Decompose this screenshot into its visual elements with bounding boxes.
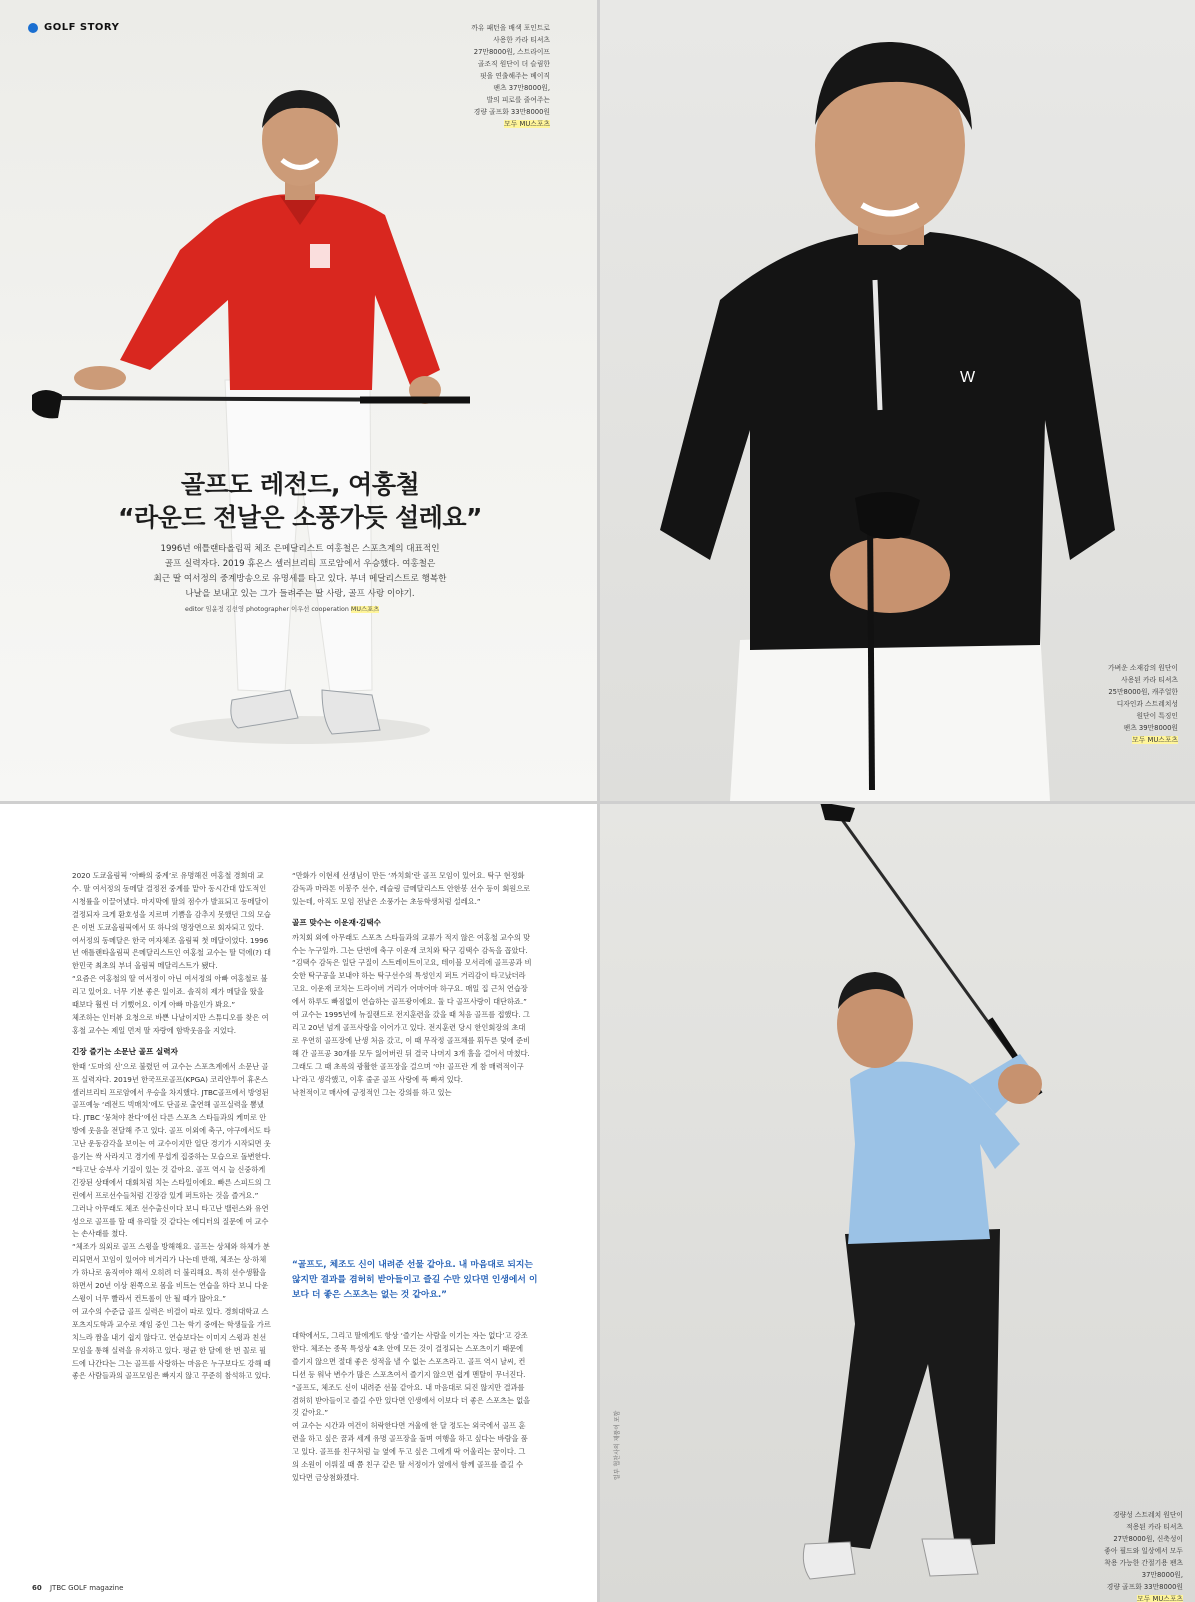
article-column-2b	[292, 1330, 532, 1485]
caption-line: 경량성 스트레치 원단이	[1113, 1511, 1183, 1519]
caption-brand: 모두 MU스포츠	[504, 120, 550, 128]
lead-line: 최근 딸 여서정의 중계방송으로 유명세를 타고 있다. 부녀 메달리스트로 행복한	[153, 574, 447, 584]
section-label-text: GOLF STORY	[44, 22, 120, 33]
caption-line: 가벼운 소재감의 원단이	[1108, 664, 1178, 672]
caption-brand: 모두 MU스포츠	[1132, 736, 1178, 744]
spread-page-1	[0, 0, 597, 801]
body-paragraph: 2020 도쿄올림픽 ‘아빠의 중계’로 유명해진 여홍철 경희대 교수. 딸 여서정의 동메달 결정전 중계를 맡아 동시간대 압도적인 시청률을 이끌어냈다. 마지막에 딸의 점수가 발표되고 동메달이 결정되자 크게 환호성을 지르며 기쁨을 감추지 못했던 그의 모습은 이번 도쿄올림픽에서 또 하나의 명장면으로 회자되고 있다. 여서정의 동메달은 한국 여자체조 올림픽 첫 메달이었다. 1996년 애틀랜타올림픽 은메달리스트인 여홍철 교수는 딸 덕에(?) 대한민국 최초의 부녀 올림픽 메달리스트가 됐다.	[72, 871, 271, 971]
caption-line: 사용한 카라 티셔츠	[493, 36, 550, 44]
title-line-1: 골프도 레전드, 여홍철	[180, 470, 420, 499]
caption-line: 착용 가능한 간절기용 팬츠	[1104, 1559, 1183, 1567]
body-paragraph: 한때 ‘도마의 신’으로 불렸던 여 교수는 스포츠계에서 소문난 골프 실력자다. 2019년 한국프로골프(KPGA) 코리안투어 휴온스 셀러브리티 프로암에서 우승을 차지했다. JTBC골프에서 방영된 골프예능 ‘레전드 빅매치’에도 단골로 출연해 골프실력을 뽐냈다. JTBC ‘뭉쳐야 찬다’에선 다른 스포츠 스타들과의 케미로 안방에 웃음을 전달해 주고 있다. 골프 이외에 축구, 야구에서도 타고난 운동감각을 보이는 여 교수이지만 일단 경기가 시작되면 웃음기는 싹 사라지고 경기에 무섭게 집중하는 모습으로 돌변한다.	[72, 1061, 271, 1162]
body-paragraph: “김택수 감독은 일단 구질이 스트레이트이고요, 테이블 모서리에 골프공과 비슷한 탁구공을 보내야 하는 탁구선수의 특성인지 퍼트 거리감이 타고났더라고요. 이운재 코치는 드라이버 거리가 어마어마 하구요. 매일 집 근처 연습장에서 하루도 빠짐없이 연습하는 골프광이에요. 둘 다 골프사랑이 대단하죠.”	[292, 958, 532, 1007]
pull-quote: “골프도, 체조도 신이 내려준 선물 같아요. 내 마음대로 되지는 않지만 결과를 겸허히 받아들이고 즐길 수만 있다면 인생에서 이보다 더 좋은 스포츠는 없는 것 같아요.”	[292, 1260, 538, 1300]
body-paragraph: 그러나 아무래도 체조 선수출신이다 보니 타고난 밸런스와 유연성으로 골프를 할 때 유리할 것 같다는 에디터의 질문에 여 교수는 손사래를 쳤다.	[72, 1203, 269, 1239]
caption-line: 적용된 카라 티셔츠	[1126, 1523, 1183, 1531]
caption-line: 사용된 카라 티셔츠	[1121, 676, 1178, 684]
page-folio	[32, 1584, 123, 1592]
subheading: 골프 맞수는 이운재·김택수	[292, 917, 381, 927]
caption-line: 팬츠 37만8000원,	[493, 84, 550, 92]
caption-line: 골조직 원단이 더 슬림한	[477, 60, 550, 68]
body-paragraph: 여 교수는 시간과 여건이 허락한다면 겨울에 한 달 정도는 외국에서 골프 훈련을 하고 싶은 꿈과 세계 유명 골프장을 돌며 여행을 하고 싶다는 바람을 품고 있다. 골프를 친구처럼 늘 옆에 두고 싶은 그에게 딱 어울리는 꿈이다. 그의 소원이 이뤄질 때 쯤 친구 같은 딸 서정이가 옆에서 함께 골프를 즐길 수 있다면 금상첨화겠다.	[292, 1421, 528, 1482]
svg-text:W: W	[960, 369, 976, 386]
caption-line: 발의 피로를 줄여주는	[486, 96, 550, 104]
body-paragraph: “골프도, 체조도 신이 내려준 선물 같아요. 내 마음대로 되진 않지만 결과를 겸허히 받아들이고 즐길 수만 있다면 인생에서 이보다 더 좋은 스포츠는 없을 것 같아요.”	[292, 1382, 531, 1418]
body-paragraph: 체조하는 인터뷰 요청으로 바쁜 나날이지만 스튜디오를 찾은 여홍철 교수는 제일 먼저 딸 자랑에 함박웃음을 지었다.	[72, 1012, 269, 1035]
caption-line	[1060, 734, 1178, 746]
body-paragraph: 여 교수의 수준급 골프 실력은 비결이 따로 있다. 경희대학교 스포츠지도학과 교수로 재임 중인 그는 학기 중에는 학생들을 가르치느라 짬을 내기 쉽지 않다고. 연습보다는 이미지 스윙과 친선모임을 통해 실력을 유지하고 있다. 평균 한 달에 한 번 꼴로 필드에 나간다는 그는 골프를 사랑하는 마음은 누구보다도 강해 때 좋은 사람들과의 골프모임은 빠지지 않고 꾸준히 참석하고 있다.	[72, 1306, 271, 1381]
credit-brand: MU스포츠	[350, 606, 380, 613]
lead-line: 나날을 보내고 있는 그가 들려주는 딸 사랑, 골프 사랑 이야기.	[185, 589, 415, 599]
subheading: 긴장 즐기는 소문난 골프 실력자	[72, 1046, 178, 1056]
lead-line: 1996년 애틀랜타올림픽 체조 은메달리스트 여홍철은 스포츠계의 대표적인	[160, 544, 440, 554]
caption-line: 핏을 연출해주는 베이직	[480, 72, 550, 80]
caption-line: 까유 패턴을 배색 포인트로	[471, 24, 550, 32]
article-title	[90, 468, 510, 534]
body-paragraph: 낙천적이고 매사에 긍정적인 그는 강의를 하고 있는	[292, 1087, 452, 1097]
golfer-photo-red	[0, 0, 597, 801]
body-paragraph: “만화가 이현세 선생님이 만든 ‘까치회’란 골프 모임이 있어요. 탁구 현정화 감독과 마라톤 이봉주 선수, 레슬링 금메달리스트 안한봉 선수 등이 회원으로 있는데, 아직도 모임 전날은 소풍가는 초등학생처럼 설레요.”	[292, 871, 531, 906]
caption-line: 좋아 필드와 일상에서 모두	[1104, 1547, 1183, 1555]
caption-line: 25만8000원, 캐주얼한	[1108, 688, 1178, 696]
caption-line: 경량 골프화 33만8000원	[1106, 1583, 1183, 1591]
body-paragraph: “요즘은 여홍철의 딸 여서정이 아닌 여서정의 아빠 여홍철로 불리고 있어요. 너무 기분 좋은 일이죠. 솔직히 제가 메달을 땄을 때보다 훨씬 더 기뻤어요. 이게 아빠 마음인가 봐요.”	[72, 974, 268, 1010]
golfer-photo-blue	[600, 804, 1195, 1602]
outfit-caption-3	[1068, 1509, 1183, 1602]
caption-line: 디자인과 스트레치성	[1116, 700, 1178, 708]
body-paragraph: 까치회 외에 아무래도 스포츠 스타들과의 교류가 적지 않은 여홍철 교수의 맞수는 누구일까. 그는 단번에 축구 이운재 코치와 탁구 김택수 감독을 꼽았다.	[292, 932, 531, 955]
page-number: 60	[32, 1584, 42, 1592]
credit-text: editor 임윤정 김선영 photographer 이우선 cooperation	[185, 606, 349, 613]
caption-line: 27만8000원, 스트라이프	[473, 48, 550, 56]
caption-line: 경량 골프화 33만8000원	[473, 108, 550, 116]
article-column-2	[292, 870, 532, 1099]
spread-page-2	[600, 0, 1195, 801]
article-column-1	[72, 870, 272, 1383]
body-paragraph: “체조가 의외로 골프 스윙을 방해해요. 골프는 상체와 하체가 분리되면서 꼬임이 있어야 비거리가 나는데 반해, 체조는 상·하체가 하나로 움직여야 해서 오히려 더 불리해요. 특히 선수생활을 하면서 20년 이상 왼쪽으로 몸을 비트는 연습을 하다 보니 다운스윙이 너무 빨라서 컨트롤이 안 될 때가 많아요.”	[72, 1242, 270, 1303]
body-paragraph: “타고난 승부사 기질이 있는 것 같아요. 골프 역시 늘 신중하게 긴장된 상태에서 대회처럼 치는 스타일이에요. 빠른 스피드의 그린에서 프로선수들처럼 긴장감 있게 퍼트하는 것을 즐겨요.”	[72, 1164, 271, 1200]
caption-line: 팬츠 39만8000원	[1123, 724, 1178, 732]
caption-line: 37만8000원,	[1141, 1571, 1183, 1579]
body-paragraph: 여 교수는 1995년에 뉴질랜드로 전지훈련을 갔을 때 처음 골프를 접했다. 그리고 20년 넘게 골프사랑을 이어가고 있다. 전지훈련 당시 한인회장의 초대로 우연히 골프장에 난생 처음 갔고, 이 때 무작정 골프채를 휘두른 덫에 준비해 간 골프공 30개를 모두 잃어버린 뒤 결국 나머지 3개 홀을 걸어서 마쳤다. 그래도 그 때 초록의 광활한 골프장을 걸으며 ‘야! 골프란 게 참 매력적이구나’라고 생각했고, 이후 줄곧 골프 사랑에 푹 빠져 있다.	[292, 1010, 530, 1084]
lead-line: 골프 실력자다. 2019 휴온스 셀러브리티 프로암에서 우승했다. 여홍철은	[164, 559, 436, 569]
magazine-name: JTBC GOLF magazine	[49, 1584, 124, 1592]
article-credit	[185, 604, 379, 613]
caption-brand: 모두 MU스포츠	[1137, 1595, 1183, 1602]
body-paragraph: 대학에서도, 그리고 딸에게도 항상 ‘즐기는 사람을 이기는 자는 없다’고 강조한다. 체조는 종목 특성상 4초 안에 모든 것이 결정되는 스포츠이기 때문에 즐기지 않으면 절대 좋은 성적을 낼 수 없는 스포츠라고. 골프 역시 날씨, 컨디션 등 워낙 변수가 많은 스포츠여서 즐기지 않으면 쉽게 멘탈이 무너진다.	[292, 1331, 528, 1379]
article-lead	[130, 542, 470, 602]
caption-line	[1068, 1593, 1183, 1602]
spread-page-4	[600, 804, 1195, 1602]
caption-line: 원단이 특징인	[1136, 712, 1178, 720]
vertical-credit: 일부 협찬사의 제품이 포함	[614, 1410, 621, 1480]
caption-line: 27만8000원, 신축성이	[1113, 1535, 1183, 1543]
outfit-caption-2	[1060, 662, 1178, 746]
title-line-2: “라운드 전날은 소풍가듯 설레요”	[118, 503, 482, 532]
